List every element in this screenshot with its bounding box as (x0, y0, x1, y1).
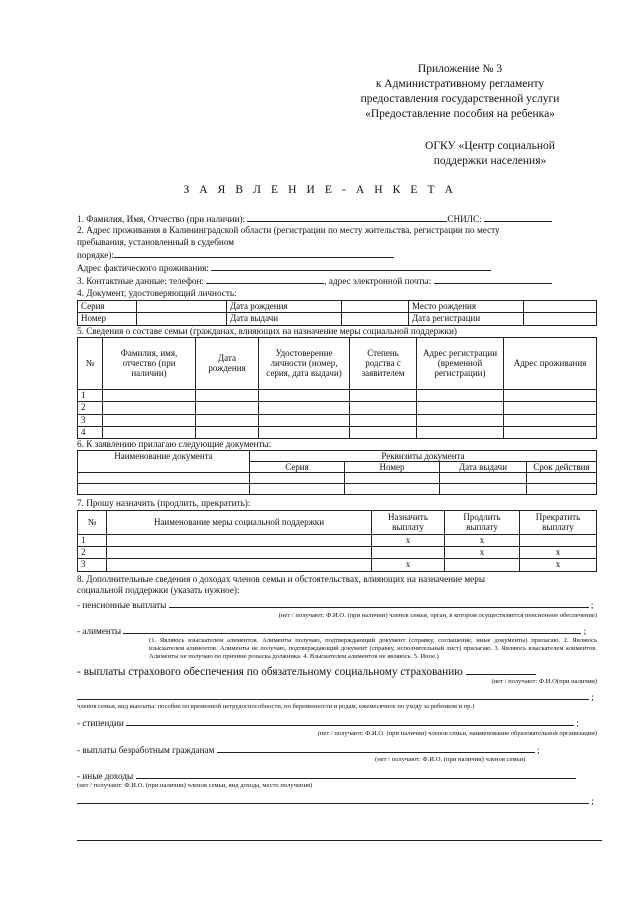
col-registration-address: Адрес регистрации (временной регистрации) (417, 337, 504, 389)
pension-field[interactable] (169, 598, 589, 608)
alimony-note: (1. Являюсь взыскателем алиментов. Алименты получаю, подтверждающий документ (справку, соглашение, иные документы) прилагаю. 2. Являюсь взыскателем алиментов. Алименты не получаю, подтверждающий документ (справку, исполнительный лист) прилагаю. 3. Являюсь взыскателем алиментов. Алименты не получаю по причине розыска должника. 4. Взыскателем алиментов не являюсь. 5. Иное.) (149, 636, 597, 660)
cell[interactable] (259, 414, 350, 426)
full-name-field[interactable] (247, 212, 447, 222)
alimony-label: - алименты (77, 625, 122, 636)
col-number: № (78, 337, 103, 389)
additional-info-label-1: 8. Дополнительные сведения о доходах членов семьи и обстоятельствах, влияющих на назначение меры (77, 573, 486, 584)
col-extend: Продлить выплату (445, 510, 520, 534)
terminate-mark[interactable] (520, 534, 597, 546)
cell[interactable] (345, 484, 440, 495)
table-row (78, 473, 597, 484)
insurance-note-2: членов семьи, вид выплаты: пособие по временной нетрудоспособности, по беременности и родам, ежемесячное по уходу за ребенком и пр.) (77, 703, 475, 711)
col-document-name: Наименование документа (78, 451, 250, 473)
stipend-note: (нет / получают: Ф.И.О. (при наличии) членов семьи, наименование образовательной организации) (317, 729, 597, 737)
cell[interactable] (350, 389, 417, 401)
attached-documents-table (77, 450, 597, 495)
extend-mark[interactable] (445, 559, 520, 571)
form-body (77, 212, 597, 808)
other-income-line-2: ; (77, 794, 597, 807)
addressee-line: поддержки населения» (433, 155, 547, 167)
cell[interactable] (250, 484, 345, 495)
cell[interactable] (504, 426, 597, 438)
appendix-line: предоставления государственной услуги (360, 93, 560, 105)
cell[interactable] (196, 389, 259, 401)
extend-mark[interactable]: x (445, 534, 520, 546)
col-issue-date: Дата выдачи (440, 462, 527, 473)
registration-date-field[interactable] (524, 313, 597, 325)
support-measure-cell[interactable] (107, 559, 372, 571)
table-row (78, 313, 597, 325)
insurance-field-2[interactable] (77, 690, 589, 700)
insurance-field[interactable] (466, 665, 536, 675)
contact-phone-label: 3. Контактные данные: телефон: (77, 276, 204, 287)
residence-address-field[interactable] (114, 248, 394, 258)
table-row (78, 484, 597, 495)
family-composition-table (77, 337, 597, 439)
cell[interactable] (103, 402, 196, 414)
full-name-label: 1. Фамилия, Имя, Отчество (при наличии): (77, 214, 246, 224)
cell[interactable] (196, 426, 259, 438)
cell[interactable] (259, 389, 350, 401)
table-row (78, 414, 597, 426)
assign-mark[interactable]: x (372, 559, 445, 571)
insurance-note-1: (нет / получают: Ф.И.О(при наличии) (491, 678, 597, 686)
col-number: № (78, 510, 107, 534)
unemployed-note: (нет / получают: Ф.И.О. (при наличии) членов семьи) (375, 756, 526, 764)
pension-label: - пенсионные выплаты (77, 600, 167, 611)
table-header-row (78, 337, 597, 389)
series-label: Серия (78, 301, 137, 313)
cell[interactable] (196, 402, 259, 414)
cell[interactable] (417, 389, 504, 401)
snils-field[interactable] (484, 212, 552, 222)
insurance-label: - выплаты страхового обеспечения по обязательному социальному страхованию (77, 665, 463, 678)
other-income-label: - иные доходы (77, 771, 134, 782)
terminate-mark[interactable]: x (520, 547, 597, 559)
col-relationship: Степень родства с заявителем (350, 337, 417, 389)
col-support-measure: Наименование меры социальной поддержки (107, 510, 372, 534)
other-income-field-2[interactable] (77, 794, 589, 804)
cell[interactable] (345, 473, 440, 484)
table-row (78, 402, 597, 414)
row-number: 2 (78, 547, 107, 559)
row-number: 3 (78, 559, 107, 571)
alimony-field[interactable] (123, 624, 581, 634)
row-number: 1 (78, 389, 103, 401)
section-3 (77, 274, 597, 287)
residence-line-1: 2. Адрес проживания в Калининградской области (регистрации по месту жительства, регистрации по месту (77, 225, 500, 236)
cell[interactable] (417, 402, 504, 414)
document-title: З А Я В Л Е Н И Е - А Н К Е Т А (183, 184, 457, 196)
family-composition-label: 5. Сведения о составе семьи (гражданах, влияющих на назначение меры социальной поддержки) (77, 325, 457, 336)
table-row (78, 547, 597, 559)
alimony-line: - алименты ; (77, 625, 587, 636)
registration-date-label: Дата регистрации (409, 313, 524, 325)
issue-date-field[interactable] (342, 313, 409, 325)
col-terminate: Прекратить выплату (520, 510, 597, 534)
cell[interactable] (417, 414, 504, 426)
cell[interactable] (417, 426, 504, 438)
row-number: 4 (78, 426, 103, 438)
table-row (78, 301, 597, 313)
cell[interactable] (78, 473, 250, 484)
table-row (78, 426, 597, 438)
assign-mark[interactable]: x (372, 534, 445, 546)
section-1 (77, 212, 597, 225)
number-field[interactable] (137, 313, 227, 325)
support-measure-cell[interactable] (107, 534, 372, 546)
cell[interactable] (504, 389, 597, 401)
terminate-mark[interactable]: x (520, 559, 597, 571)
table-row (78, 389, 597, 401)
col-id-document: Удостоверение личности (номер, серия, дата выдачи) (259, 337, 350, 389)
cell[interactable] (440, 473, 527, 484)
cell[interactable] (250, 473, 345, 484)
cell[interactable] (350, 402, 417, 414)
cell[interactable] (504, 402, 597, 414)
appendix-line: «Предоставление пособия на ребенка» (365, 108, 555, 120)
table-row (78, 559, 597, 571)
birth-date-label: Дата рождения (227, 301, 342, 313)
other-income-line (77, 769, 597, 782)
request-table (77, 510, 597, 572)
insurance-line (77, 665, 597, 678)
issue-date-label: Дата выдачи (227, 313, 342, 325)
email-field[interactable] (434, 274, 552, 284)
appendix-line: Приложение № 3 (417, 63, 503, 75)
addressee-line: ОГКУ «Центр социальной (425, 140, 555, 152)
birth-place-label: Место рождения (409, 301, 524, 313)
request-label: 7. Прошу назначить (продлить, прекратить): (77, 498, 251, 509)
phone-field[interactable] (206, 274, 324, 284)
cell[interactable] (196, 414, 259, 426)
cell[interactable] (259, 426, 350, 438)
series-field[interactable] (137, 301, 227, 313)
pension-line: - пенсионные выплаты ; (77, 600, 594, 611)
cell[interactable] (259, 402, 350, 414)
birth-date-field[interactable] (342, 301, 409, 313)
addressee-block (400, 139, 580, 169)
stipend-field[interactable] (126, 716, 574, 726)
unemployed-label: - выплаты безработным гражданам (77, 744, 215, 755)
table-row (78, 534, 597, 546)
cell[interactable] (103, 414, 196, 426)
cell[interactable] (504, 414, 597, 426)
bottom-divider (77, 840, 602, 841)
other-income-field[interactable] (136, 769, 576, 779)
email-label: , адрес электронной почты: (324, 276, 432, 287)
col-number: Номер (345, 462, 440, 473)
cell[interactable] (527, 473, 597, 484)
stipend-line: - стипендии ; (77, 718, 579, 729)
col-series: Серия (250, 462, 345, 473)
actual-address-line (77, 261, 597, 274)
residence-order-label: порядке): (77, 249, 114, 260)
extend-mark[interactable]: x (445, 547, 520, 559)
actual-address-field[interactable] (211, 261, 491, 271)
col-assign: Назначить выплату (372, 510, 445, 534)
assign-mark[interactable] (372, 547, 445, 559)
col-birth-date: Дата рождения (196, 337, 259, 389)
residence-line-3 (77, 248, 597, 261)
insurance-line-2: ; (77, 690, 597, 703)
col-document-requisites: Реквизиты документа (250, 451, 597, 462)
row-number: 1 (78, 534, 107, 546)
support-measure-cell[interactable] (107, 547, 372, 559)
cell[interactable] (350, 426, 417, 438)
cell[interactable] (103, 389, 196, 401)
unemployed-field[interactable] (217, 743, 535, 753)
cell[interactable] (78, 484, 250, 495)
stipend-label: - стипендии (77, 718, 124, 729)
unemployed-line: - выплаты безработным гражданам ; (77, 744, 540, 755)
cell[interactable] (103, 426, 196, 438)
attached-documents-label: 6. К заявлению прилагаю следующие документы: (77, 439, 272, 450)
other-income-note: (нет / получают: Ф.И.О. (при наличии) членов семьи, вид дохода, место получения) (77, 782, 313, 790)
appendix-line: к Административному регламенту (375, 78, 545, 90)
actual-address-label: Адрес фактического проживания: (77, 263, 209, 274)
residence-line-2: пребывания, установленный в судебном (77, 236, 235, 247)
birth-place-field[interactable] (524, 301, 597, 313)
id-document-table (77, 300, 597, 326)
col-residence-address: Адрес проживания (504, 337, 597, 389)
col-validity: Срок действия (527, 462, 597, 473)
pension-note: (нет / получают: Ф.И.О. (при наличии) членов семьи, орган, в котором осуществляется пенсионное обеспечение) (278, 611, 597, 619)
cell[interactable] (350, 414, 417, 426)
number-label: Номер (78, 313, 137, 325)
additional-info-label-2: социальной поддержки (указать нужное): (77, 584, 240, 595)
appendix-header (330, 62, 590, 122)
id-document-label: 4. Документ, удостоверяющий личность: (77, 287, 237, 298)
col-full-name: Фамилия, имя, отчество (при наличии) (103, 337, 196, 389)
cell[interactable] (440, 484, 527, 495)
cell[interactable] (527, 484, 597, 495)
snils-label: СНИЛС: (447, 214, 482, 224)
row-number: 3 (78, 414, 103, 426)
row-number: 2 (78, 402, 103, 414)
table-header-row (78, 451, 597, 462)
table-header-row (78, 510, 597, 534)
